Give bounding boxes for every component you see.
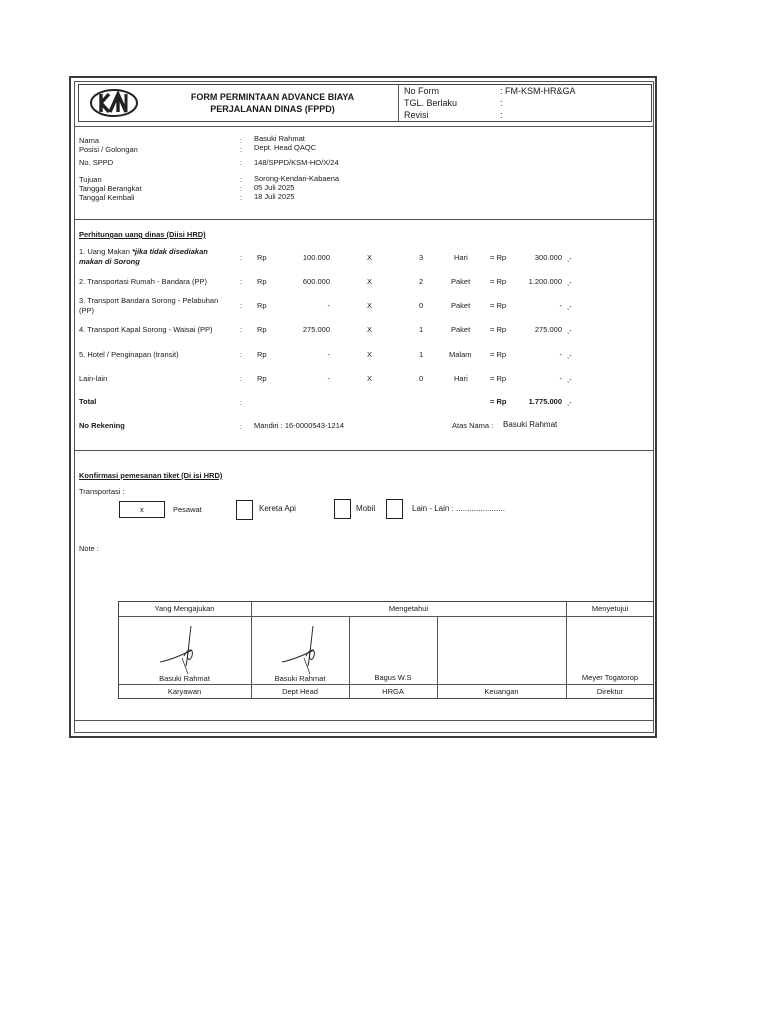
calc-item-3-unit: Paket bbox=[451, 301, 471, 310]
form-title-line2: PERJALANAN DINAS (FPPD) bbox=[210, 104, 335, 114]
calc-item-4-unit: Paket bbox=[451, 325, 471, 334]
calc-item-3-sep: : bbox=[240, 301, 243, 310]
calc-item-5-eq: = Rp bbox=[490, 350, 507, 359]
signature-image-2 bbox=[280, 622, 330, 680]
rekening-value: Mandiri : 16-0000543-1214 bbox=[254, 421, 345, 430]
label-posisi: Posisi / Golongan bbox=[79, 145, 138, 154]
calc-item-3-eq: = Rp bbox=[490, 301, 507, 310]
calc-item-4-label: 4. Transport Kapal Sorong - Waisai (PP) bbox=[79, 325, 213, 334]
calc-item-4-sep: : bbox=[240, 325, 243, 334]
total-eq: = Rp bbox=[490, 397, 507, 406]
signature-image-1 bbox=[158, 622, 208, 680]
calc-item-2-label: 2. Transportasi Rumah - Bandara (PP) bbox=[79, 277, 207, 286]
calc-item-4-suffix: ,- bbox=[567, 326, 572, 335]
sep-berangkat: : bbox=[240, 184, 243, 193]
meta-value-revisi: : bbox=[500, 110, 503, 120]
sig-header-menyetujui: Menyetujui bbox=[591, 604, 629, 613]
calc-item-4-total: 275.000 bbox=[534, 325, 562, 334]
calc-item-6-qty: 0 bbox=[419, 374, 424, 383]
calc-item-3-cur: Rp bbox=[257, 301, 267, 310]
label-tanggal-kembali: Tanggal Kembali bbox=[79, 193, 135, 202]
calc-item-1-label bbox=[79, 247, 208, 256]
calc-item-6-label: Lain-lain bbox=[79, 374, 108, 383]
meta-value-tgl-berlaku: : bbox=[500, 98, 503, 108]
label-nama: Nama bbox=[79, 136, 100, 145]
calc-item-1-note-1: *jika tidak disediakan bbox=[131, 247, 208, 256]
calc-item-6-sep: : bbox=[240, 374, 243, 383]
sep-kembali: : bbox=[240, 193, 243, 202]
calc-item-6-unit: Hari bbox=[454, 374, 468, 383]
note-label: Note : bbox=[79, 544, 100, 553]
calc-item-3-total: - bbox=[559, 301, 562, 310]
value-no-sppd: 148/SPPD/KSM-HO/X/24 bbox=[254, 158, 339, 167]
calc-item-1-qty: 3 bbox=[419, 253, 424, 262]
atas-nama-label: Atas Nama : bbox=[452, 421, 494, 430]
sep-tujuan: : bbox=[240, 175, 243, 184]
calc-item-1-amount: 100.000 bbox=[302, 253, 330, 262]
calc-item-5-cur: Rp bbox=[257, 350, 267, 359]
atas-nama-value: Basuki Rahmat bbox=[503, 420, 558, 429]
sig-role-line bbox=[118, 684, 654, 685]
sig-name-hrga: Bagus W.S bbox=[374, 673, 412, 682]
rekening-sep: : bbox=[240, 422, 243, 431]
calc-item-2-sep: : bbox=[240, 277, 243, 286]
calc-item-1-x: X bbox=[367, 253, 373, 262]
calc-item-1-eq: = Rp bbox=[490, 253, 507, 262]
option-lain-lain: Lain - Lain : ...................... bbox=[412, 504, 505, 513]
calc-item-1-unit: Hari bbox=[454, 253, 468, 262]
checkbox-mobil[interactable] bbox=[334, 499, 351, 519]
sig-name-dept-head: Basuki Rahmat bbox=[274, 674, 326, 683]
calc-item-1-label-text: 1. Uang Makan bbox=[79, 247, 132, 256]
label-tanggal-berangkat: Tanggal Berangkat bbox=[79, 184, 142, 193]
calc-item-3-amount: - bbox=[327, 301, 330, 310]
sig-role-karyawan: Karyawan bbox=[167, 687, 202, 696]
checkbox-kereta-api[interactable] bbox=[236, 500, 253, 520]
meta-value-no-form: : FM-KSM-HR&GA bbox=[500, 86, 576, 96]
sig-header-yang-mengajukan: Yang Mengajukan bbox=[154, 604, 215, 613]
calc-item-6-amount: - bbox=[327, 374, 330, 383]
rekening-label: No Rekening bbox=[79, 421, 125, 430]
calc-item-2-cur: Rp bbox=[257, 277, 267, 286]
calc-item-5-suffix: ,- bbox=[567, 351, 572, 360]
sig-col-1 bbox=[251, 601, 252, 699]
value-tanggal-kembali: 18 Juli 2025 bbox=[254, 192, 295, 201]
calc-item-1-sep: : bbox=[240, 253, 243, 262]
ticket-heading: Konfirmasi pemesanan tiket (Di isi HRD) bbox=[79, 471, 223, 480]
calc-item-4-amount: 275.000 bbox=[302, 325, 330, 334]
meta-label-no-form: No Form bbox=[404, 86, 440, 96]
calc-item-3-label-line1: 3. Transport Bandara Sorong - Pelabuhan bbox=[79, 296, 219, 305]
calc-item-5-sep: : bbox=[240, 350, 243, 359]
sig-role-direktur: Direktur bbox=[596, 687, 624, 696]
calc-item-6-eq: = Rp bbox=[490, 374, 507, 383]
identity-section bbox=[74, 126, 654, 220]
sig-role-hrga: HRGA bbox=[382, 687, 404, 696]
calc-item-5-x: X bbox=[367, 350, 373, 359]
calc-item-2-x: X bbox=[367, 277, 373, 286]
form-bottom-line bbox=[74, 720, 654, 721]
calc-item-2-total: 1.200.000 bbox=[528, 277, 562, 286]
calc-item-4-cur: Rp bbox=[257, 325, 267, 334]
calc-item-2-suffix: ,- bbox=[567, 278, 572, 287]
sig-header-mengetahui: Mengetahui bbox=[388, 604, 429, 613]
meta-label-revisi: Revisi bbox=[404, 110, 429, 120]
calc-item-3-suffix: ,- bbox=[567, 302, 572, 311]
calc-item-4-x: X bbox=[367, 325, 373, 334]
calc-item-2-unit: Paket bbox=[451, 277, 471, 286]
option-mobil: Mobil bbox=[356, 504, 376, 513]
calc-item-1-suffix: ,- bbox=[567, 254, 572, 263]
calc-item-6-total: - bbox=[559, 374, 562, 383]
calc-item-5-total: - bbox=[559, 350, 562, 359]
calc-item-1-total: 300.000 bbox=[534, 253, 562, 262]
checkbox-pesawat[interactable] bbox=[119, 501, 165, 518]
total-value: 1.775.000 bbox=[528, 397, 562, 406]
calc-item-4-qty: 1 bbox=[419, 325, 424, 334]
meta-label-tgl-berlaku: TGL. Berlaku bbox=[404, 98, 458, 108]
transport-label: Transportasi : bbox=[79, 487, 125, 496]
calc-item-3-x: X bbox=[367, 301, 373, 310]
sep-posisi: : bbox=[240, 145, 243, 154]
calc-item-6-cur: Rp bbox=[257, 374, 267, 383]
calc-item-2-qty: 2 bbox=[419, 277, 424, 286]
option-kereta-api: Kereta Api bbox=[259, 504, 296, 513]
label-no-sppd: No. SPPD bbox=[79, 158, 114, 167]
total-label: Total bbox=[79, 397, 97, 406]
calc-item-1-note-2: makan di Sorong bbox=[79, 257, 140, 266]
sig-name-direktur: Meyer Togatorop bbox=[581, 673, 639, 682]
total-sep: : bbox=[240, 398, 243, 407]
checkbox-lain-lain[interactable] bbox=[386, 499, 403, 519]
sig-role-keuangan: Keuangan bbox=[484, 687, 519, 696]
sig-col-4 bbox=[566, 601, 567, 699]
ticket-section-divider bbox=[74, 450, 654, 451]
calc-item-6-suffix: ,- bbox=[567, 375, 572, 384]
calc-item-2-eq: = Rp bbox=[490, 277, 507, 286]
sep-nama: : bbox=[240, 136, 243, 145]
calc-item-2-amount: 600.000 bbox=[302, 277, 330, 286]
calc-heading: Perhitungan uang dinas (Diisi HRD) bbox=[79, 230, 206, 239]
value-tanggal-berangkat: 05 Juli 2025 bbox=[254, 183, 295, 192]
calc-item-1-cur: Rp bbox=[257, 253, 267, 262]
calc-item-5-label: 5. Hotel / Penginapan (transit) bbox=[79, 350, 179, 359]
calc-item-6-x: X bbox=[367, 374, 373, 383]
sig-role-dept-head: Dept Head bbox=[282, 687, 318, 696]
calc-item-5-qty: 1 bbox=[419, 350, 424, 359]
calc-item-3-label-line2: (PP) bbox=[79, 306, 94, 315]
sig-header-line bbox=[118, 616, 654, 617]
label-tujuan: Tujuan bbox=[79, 175, 102, 184]
value-posisi: Dept. Head QAQC bbox=[254, 143, 317, 152]
calc-item-5-amount: - bbox=[327, 350, 330, 359]
calc-item-3-qty: 0 bbox=[419, 301, 424, 310]
form-title-line1: FORM PERMINTAAN ADVANCE BIAYA bbox=[190, 92, 355, 102]
value-tujuan: Sorong-Kendari-Kabaena bbox=[254, 174, 340, 183]
sep-no-sppd: : bbox=[240, 158, 243, 167]
calc-item-4-eq: = Rp bbox=[490, 325, 507, 334]
company-logo bbox=[89, 88, 139, 118]
checkbox-pesawat-mark: x bbox=[140, 505, 144, 514]
sig-name-karyawan: Basuki Rahmat bbox=[159, 674, 210, 683]
calc-item-5-unit: Malam bbox=[449, 350, 472, 359]
total-suffix: ,- bbox=[567, 398, 572, 407]
header-divider bbox=[398, 84, 399, 122]
value-nama: Basuki Rahmat bbox=[254, 134, 305, 143]
option-pesawat: Pesawat bbox=[173, 505, 202, 514]
